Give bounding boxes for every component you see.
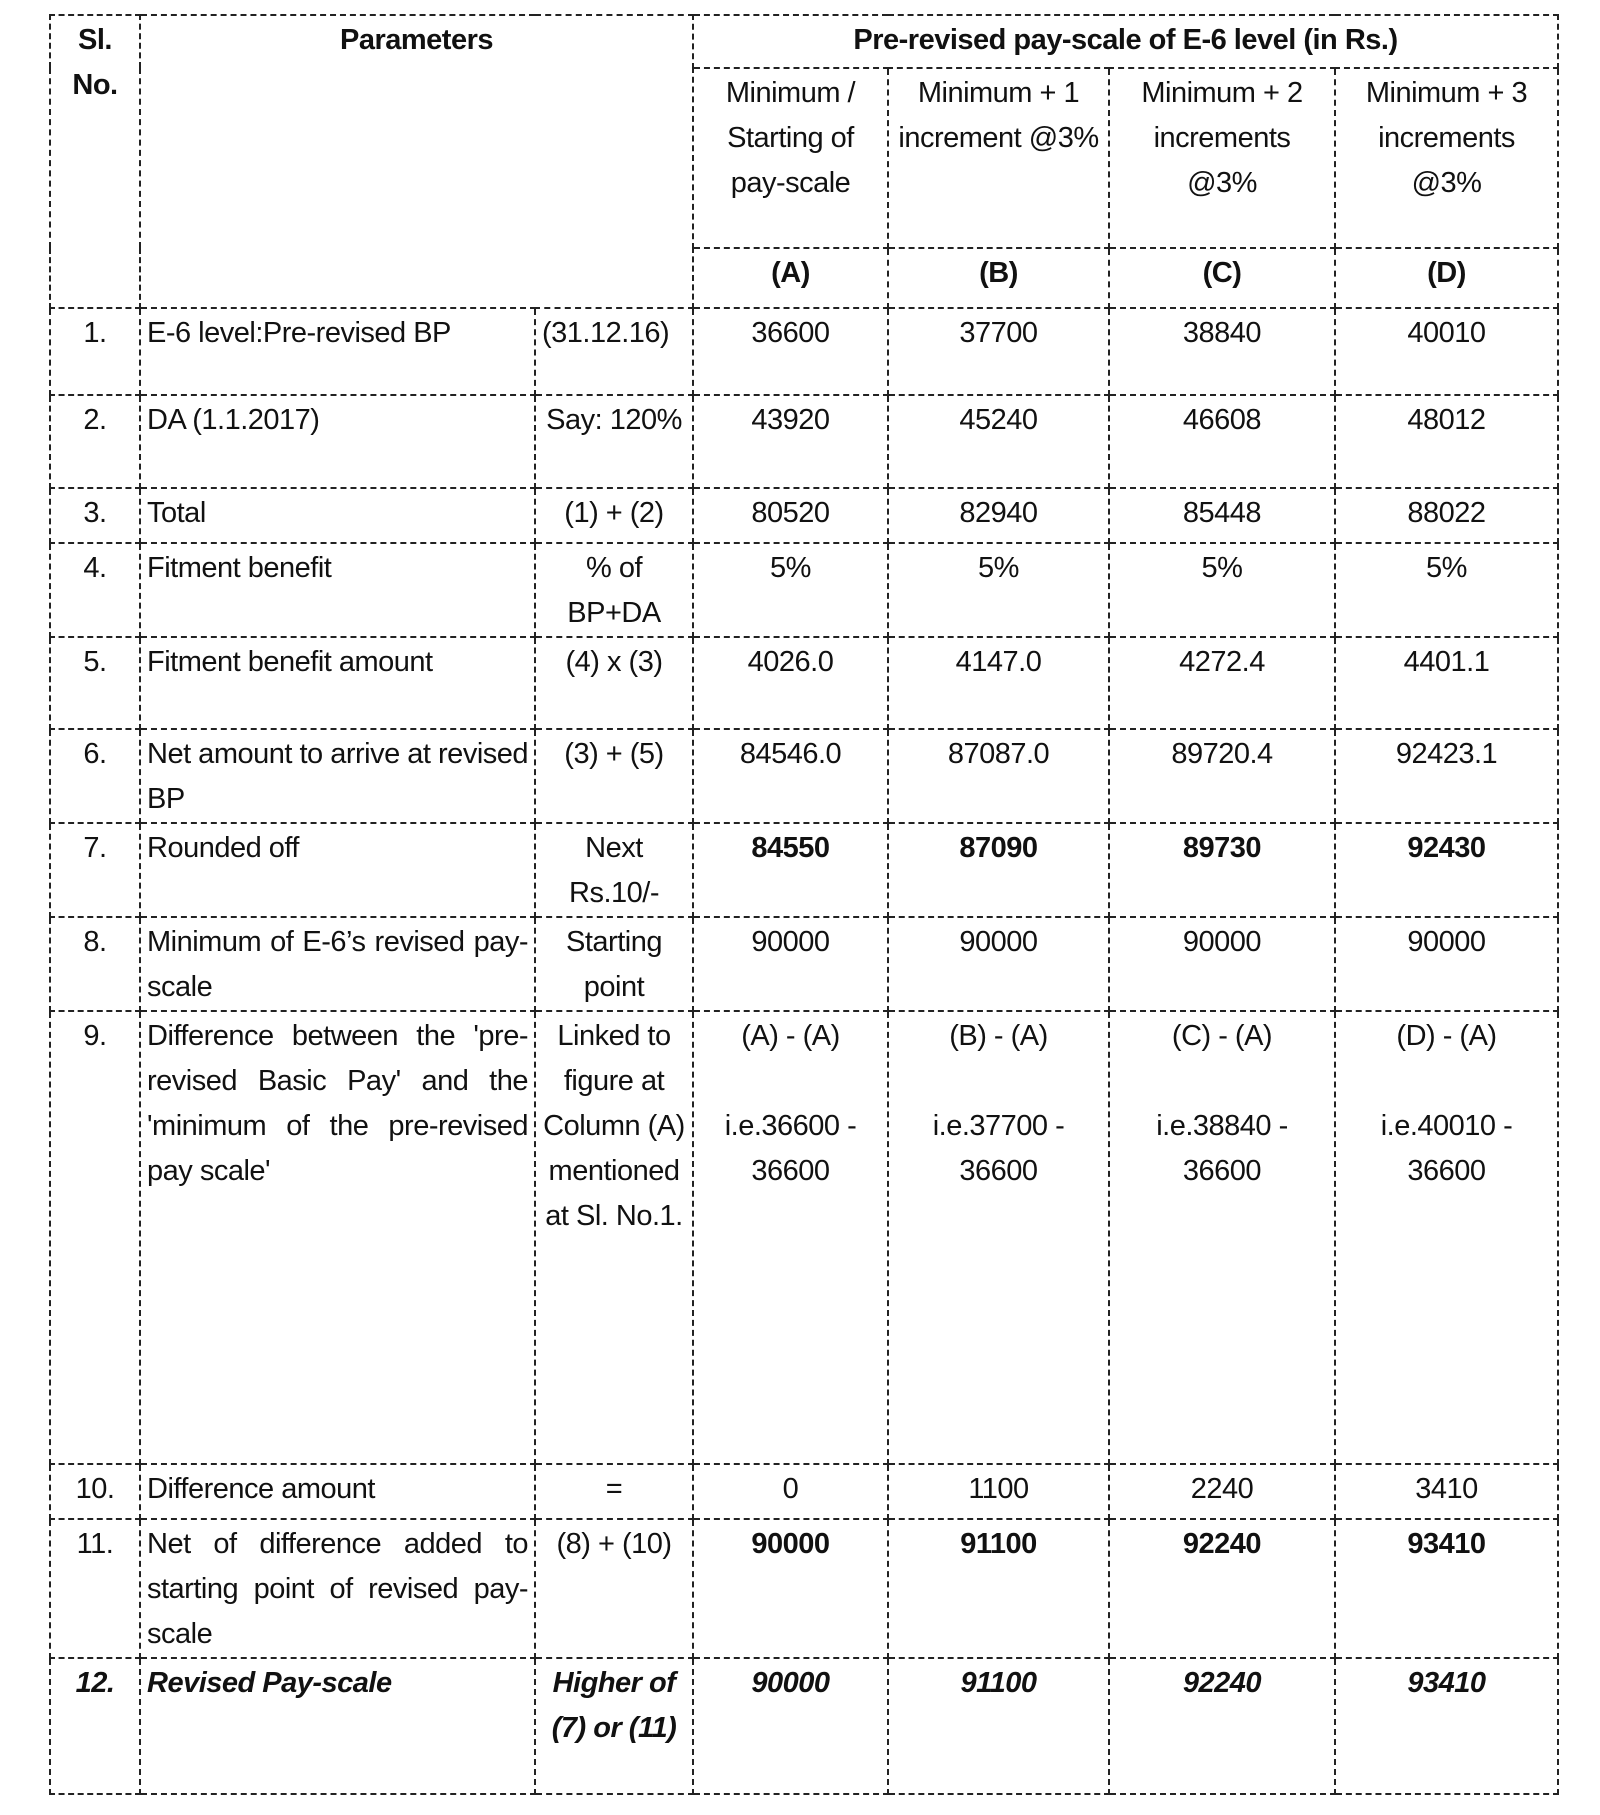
value-cell: 3410: [1335, 1464, 1558, 1519]
table-row: [50, 308, 1558, 395]
parameter-cell: Total: [140, 488, 535, 543]
sl-no-cell: 2.: [50, 395, 140, 488]
parameter-cell: Difference between the 'pre-revised Basic Pay' and the 'minimum of the pre-revised pay scale': [140, 1011, 535, 1464]
parameter-cell: Difference amount: [140, 1464, 535, 1519]
basis-cell: Say: 120%: [535, 395, 693, 488]
table-row: [50, 1011, 1558, 1464]
basis-cell: (31.12.16): [535, 308, 693, 395]
parameter-cell: DA (1.1.2017): [140, 395, 535, 488]
table-row: [50, 395, 1558, 488]
header-code-c: (C): [1109, 248, 1335, 308]
value-cell: 2240: [1109, 1464, 1335, 1519]
value-cell: 89730: [1109, 823, 1335, 917]
sl-no-cell: 4.: [50, 543, 140, 637]
value-cell: 92240: [1109, 1658, 1335, 1794]
parameter-cell: Net amount to arrive at revised BP: [140, 729, 535, 823]
basis-cell: Starting point: [535, 917, 693, 1011]
header-col-b: Minimum + 1 increment @3%: [888, 68, 1109, 248]
header-col-c: Minimum + 2 increments @3%: [1109, 68, 1335, 248]
value-cell: 91100: [888, 1658, 1109, 1794]
value-cell: (C) - (A) i.e.38840 - 36600: [1109, 1011, 1335, 1464]
value-cell: 90000: [693, 1519, 888, 1658]
table-row: [50, 1519, 1558, 1658]
sl-no-cell: 1.: [50, 308, 140, 395]
value-cell: 87087.0: [888, 729, 1109, 823]
value-cell: 92423.1: [1335, 729, 1558, 823]
table-row: [50, 488, 1558, 543]
value-cell: 87090: [888, 823, 1109, 917]
header-code-d: (D): [1335, 248, 1558, 308]
value-cell: 93410: [1335, 1519, 1558, 1658]
table-row: [50, 917, 1558, 1011]
sl-no-cell: 7.: [50, 823, 140, 917]
parameter-cell: Minimum of E-6’s revised pay-scale: [140, 917, 535, 1011]
table-row: [50, 543, 1558, 637]
value-cell: 82940: [888, 488, 1109, 543]
basis-cell: % of BP+DA: [535, 543, 693, 637]
value-cell: (B) - (A) i.e.37700 - 36600: [888, 1011, 1109, 1464]
table-row: [50, 823, 1558, 917]
value-cell: 90000: [693, 917, 888, 1011]
value-cell: 85448: [1109, 488, 1335, 543]
value-cell: 80520: [693, 488, 888, 543]
header-parameters: Parameters: [140, 15, 693, 308]
table-row: [50, 1658, 1558, 1794]
value-cell: 38840: [1109, 308, 1335, 395]
pay-fixation-table: [49, 14, 1559, 1795]
value-cell: 5%: [693, 543, 888, 637]
sl-no-cell: 11.: [50, 1519, 140, 1658]
header-code-b: (B): [888, 248, 1109, 308]
sl-no-cell: 6.: [50, 729, 140, 823]
value-cell: 1100: [888, 1464, 1109, 1519]
value-cell: 93410: [1335, 1658, 1558, 1794]
table-row: [50, 1464, 1558, 1519]
sl-no-cell: 5.: [50, 637, 140, 729]
basis-cell: (4) x (3): [535, 637, 693, 729]
value-cell: 5%: [1109, 543, 1335, 637]
value-cell: 84550: [693, 823, 888, 917]
header-sl-no: Sl. No.: [50, 15, 140, 308]
value-cell: 92430: [1335, 823, 1558, 917]
value-cell: 0: [693, 1464, 888, 1519]
sl-no-cell: 12.: [50, 1658, 140, 1794]
value-cell: 90000: [693, 1658, 888, 1794]
value-cell: (A) - (A) i.e.36600 - 36600: [693, 1011, 888, 1464]
header-group: Pre-revised pay-scale of E-6 level (in Rs.): [693, 15, 1558, 68]
basis-cell: (8) + (10): [535, 1519, 693, 1658]
parameter-cell: Rounded off: [140, 823, 535, 917]
sl-no-cell: 10.: [50, 1464, 140, 1519]
table-row: [50, 637, 1558, 729]
value-cell: 43920: [693, 395, 888, 488]
header-col-a: Minimum / Starting of pay-scale: [693, 68, 888, 248]
basis-cell: Next Rs.10/-: [535, 823, 693, 917]
value-cell: 89720.4: [1109, 729, 1335, 823]
value-cell: 90000: [1109, 917, 1335, 1011]
basis-cell: (3) + (5): [535, 729, 693, 823]
value-cell: 5%: [1335, 543, 1558, 637]
sl-no-cell: 3.: [50, 488, 140, 543]
value-cell: 90000: [888, 917, 1109, 1011]
parameter-cell: Fitment benefit: [140, 543, 535, 637]
value-cell: 45240: [888, 395, 1109, 488]
value-cell: 92240: [1109, 1519, 1335, 1658]
parameter-cell: Fitment benefit amount: [140, 637, 535, 729]
value-cell: 46608: [1109, 395, 1335, 488]
header-col-d: Minimum + 3 increments @3%: [1335, 68, 1558, 248]
value-cell: 4401.1: [1335, 637, 1558, 729]
value-cell: 37700: [888, 308, 1109, 395]
value-cell: 84546.0: [693, 729, 888, 823]
value-cell: 4147.0: [888, 637, 1109, 729]
value-cell: 91100: [888, 1519, 1109, 1658]
value-cell: 40010: [1335, 308, 1558, 395]
sl-no-cell: 8.: [50, 917, 140, 1011]
value-cell: 48012: [1335, 395, 1558, 488]
value-cell: 4272.4: [1109, 637, 1335, 729]
value-cell: 90000: [1335, 917, 1558, 1011]
value-cell: (D) - (A) i.e.40010 - 36600: [1335, 1011, 1558, 1464]
basis-cell: (1) + (2): [535, 488, 693, 543]
basis-cell: Linked to figure at Column (A) mentioned at Sl. No.1.: [535, 1011, 693, 1464]
sl-no-cell: 9.: [50, 1011, 140, 1464]
basis-cell: =: [535, 1464, 693, 1519]
header-code-a: (A): [693, 248, 888, 308]
value-cell: 88022: [1335, 488, 1558, 543]
parameter-cell: E-6 level:Pre-revised BP: [140, 308, 535, 395]
parameter-cell: Net of difference added to starting point of revised pay-scale: [140, 1519, 535, 1658]
value-cell: 5%: [888, 543, 1109, 637]
table-row: [50, 729, 1558, 823]
value-cell: 36600: [693, 308, 888, 395]
basis-cell: Higher of (7) or (11): [535, 1658, 693, 1794]
value-cell: 4026.0: [693, 637, 888, 729]
parameter-cell: Revised Pay-scale: [140, 1658, 535, 1794]
